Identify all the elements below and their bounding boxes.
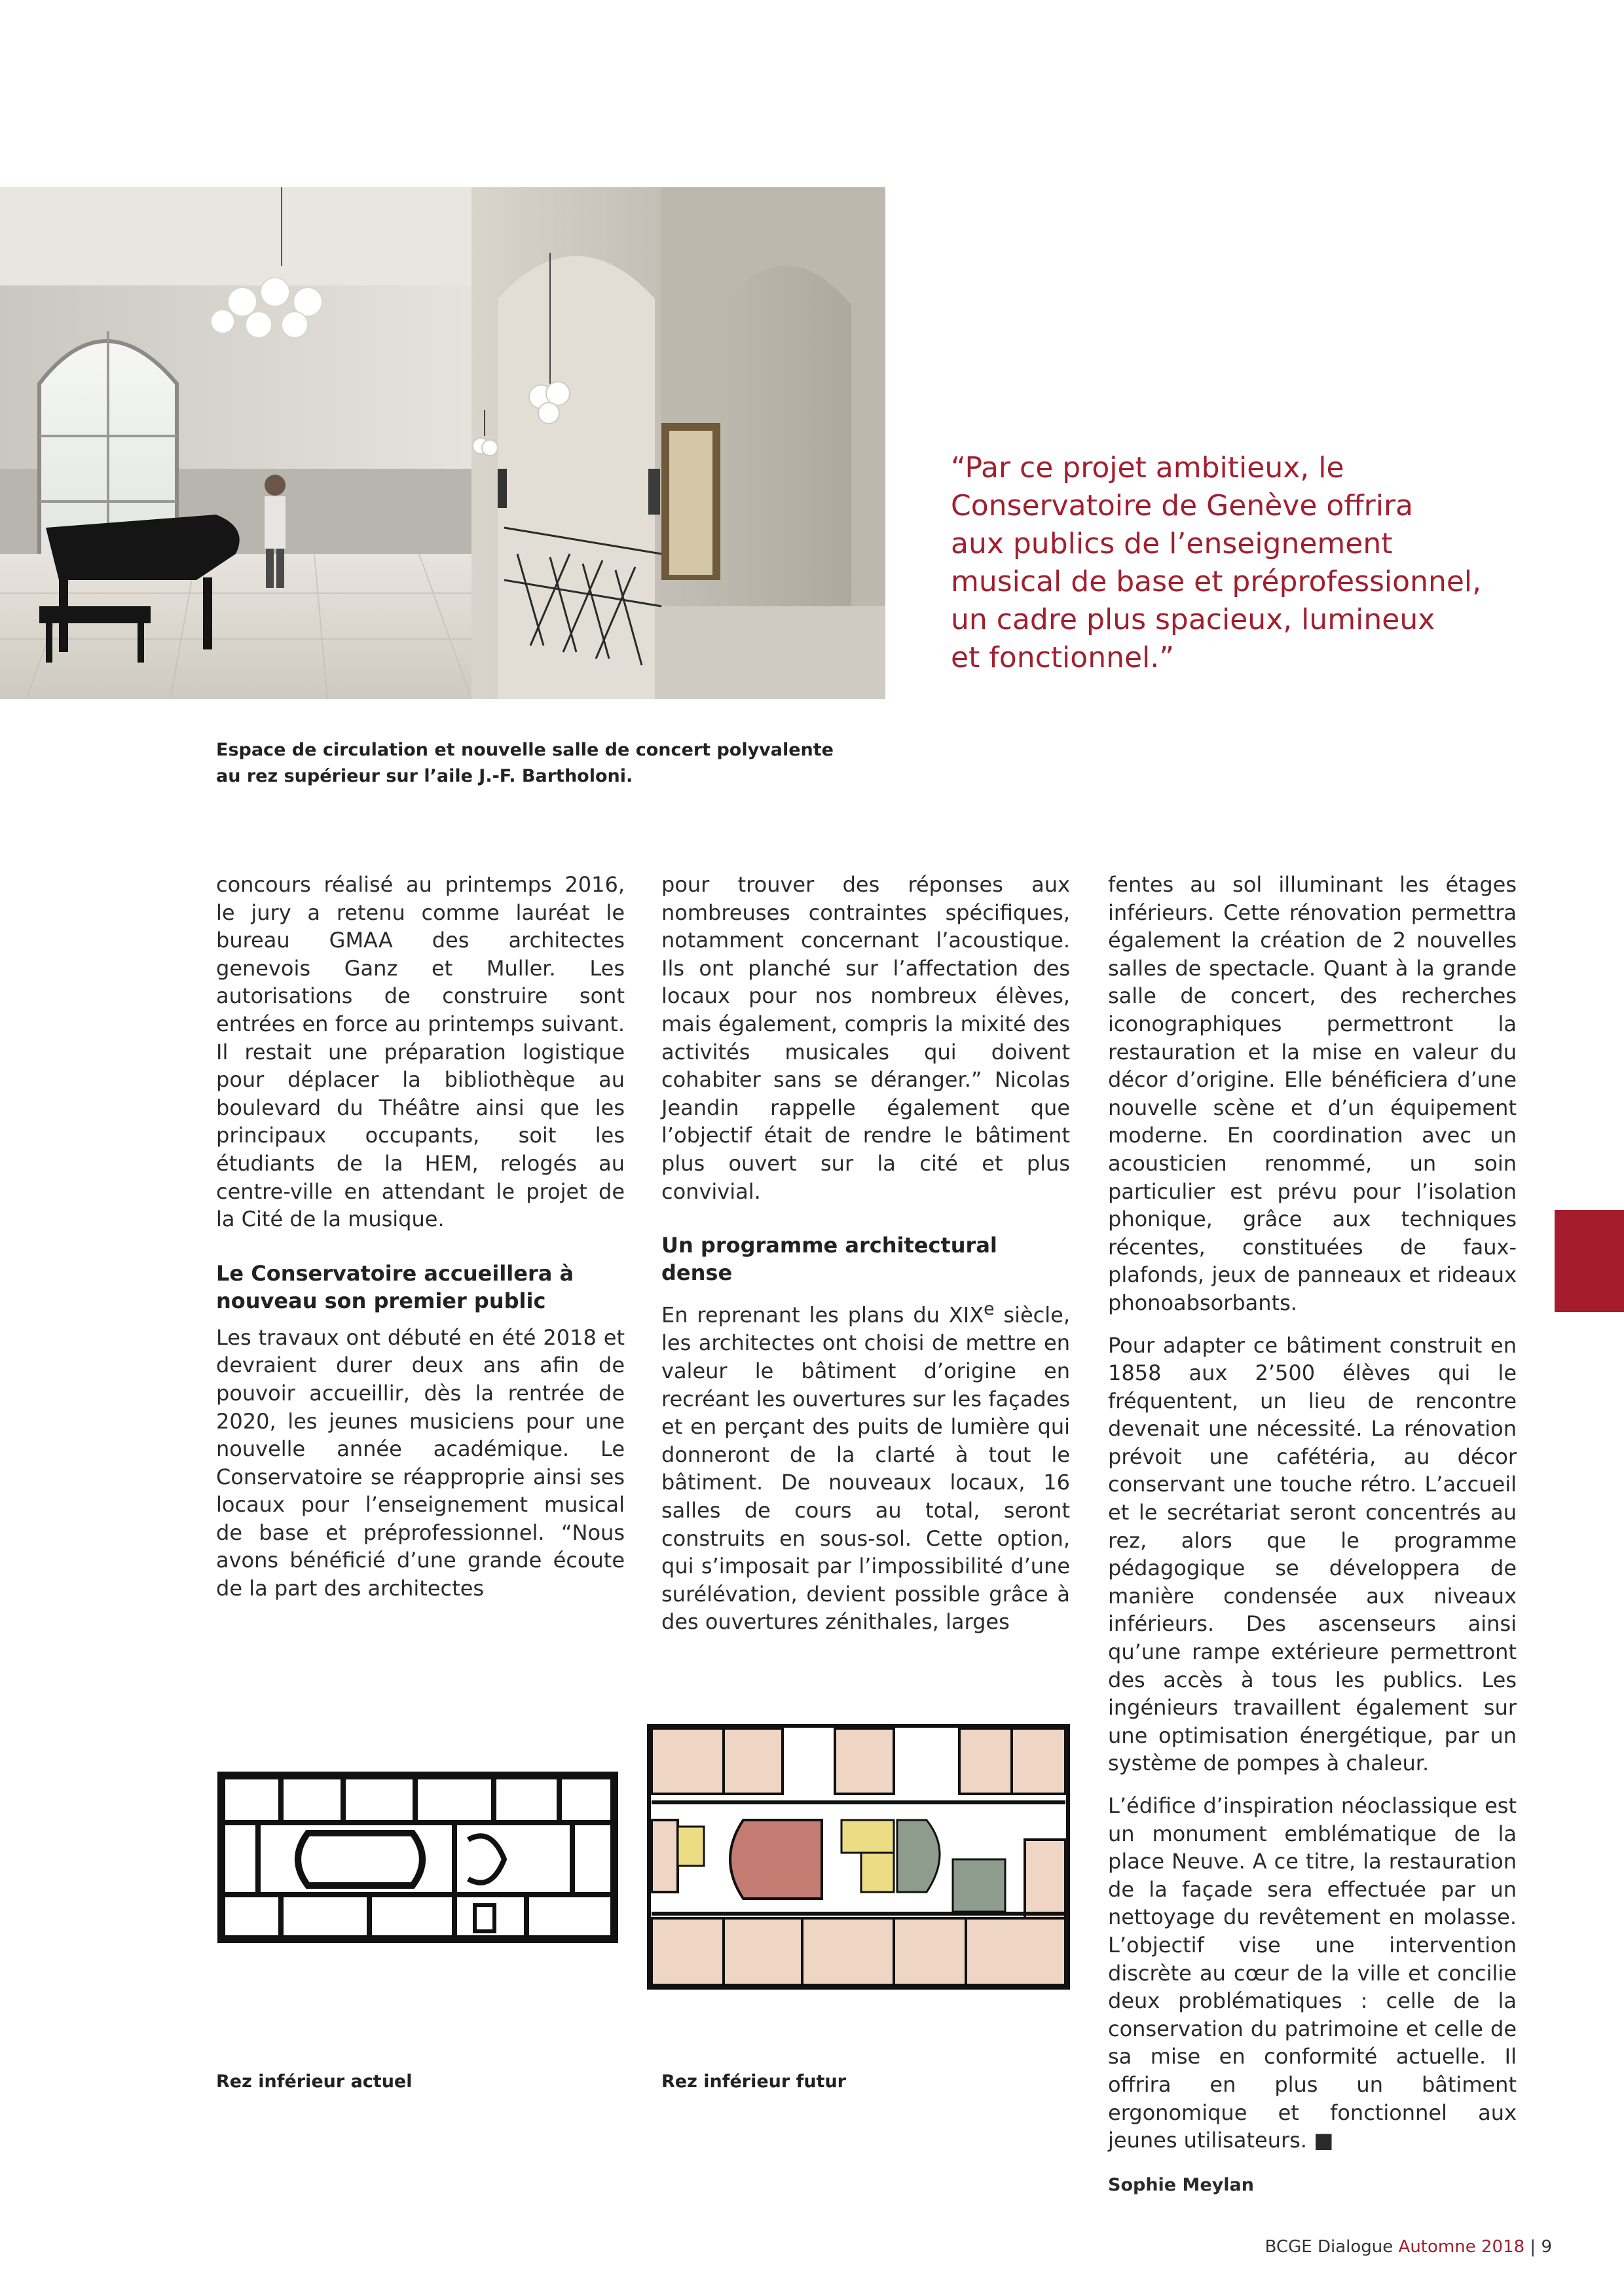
footer-separator: | (1530, 2237, 1536, 2257)
side-color-tab (1555, 1210, 1624, 1312)
footer-season: Automne 2018 (1398, 2237, 1525, 2257)
article-column-2 (661, 871, 1070, 1650)
article-column-1 (216, 871, 625, 1617)
plan-caption-current: Rez inférieur actuel (216, 2071, 413, 2092)
paragraph: L’édifice d’inspiration néoclassique est un monument emblématique de la place Neuve. A ce titre, la restauration de la façade sera effectuée par un nettoyage du revêtement en molasse. L’objectif vise une intervention discrète au cœur de la ville et concilie deux problématiques : celle de la conservation du patrimoine et celle de sa mise en conformité actuelle. Il offrira en plus un bâtiment ergonomique et fonctionnel aux jeunes utilisateurs. ■ (1108, 1793, 1517, 2153)
paragraph: fentes au sol illuminant les étages inférieurs. Cette rénovation permettra également la création de 2 nouvelles salles de spectacle. Quant à la grande salle de concert, des recherches iconographiques permettront la restauration et la mise en valeur du décor d’origine. Elle bénéficiera d’une nouvelle scène et d’un équipement moderne. En coordination avec un acousticien renommé, un soin particulier est prévu pour l’isolation phonique, grâce aux techniques récentes, constituées de faux-plafonds, jeux de panneaux et rideaux phonoabsorbants. (1108, 872, 1517, 1315)
page-footer (1179, 2237, 1552, 2257)
pull-quote: “Par ce projet ambitieux, le Conservatoire de Genève offrira aux publics de l’enseignement musical de base et préprofessionnel, un cadre plus spacieux, lumineux et fonctionnel.” (951, 451, 1482, 674)
author-name: Sophie Meylan (1108, 2174, 1254, 2195)
hero-image (0, 187, 885, 699)
paragraph: Les travaux ont débuté en été 2018 et devraient durer deux ans afin de pouvoir accueillir, dès la rentrée de 2020, les jeunes musiciens pour une nouvelle année académique. Le Conservatoire se réapproprie ainsi ses locaux pour l’enseignement musical de base et préprofessionnel. “Nous avons bénéficié d’une grande écoute de la part des architectes (216, 1324, 625, 1601)
paragraph: pour trouver des réponses aux nombreuses contraintes spécifiques, notamment concernant l’acoustique. Ils ont planché sur l’affectation des locaux pour nos nombreux élèves, mais également, compris la mixité des activités musicales qui doivent cohabiter sans se déranger.” Nicolas Jeandin rappelle également que l’objectif était de rendre le bâtiment plus ouvert sur la cité et plus convivial. (661, 872, 1070, 1204)
paragraph: Pour adapter ce bâtiment construit en 1858 aux 2’500 élèves qui le fréquentent, un lieu de rencontre devenait une nécessité. La rénovation prévoit une cafétéria, au décor conservant une touche rétro. L’accueil et le secrétariat seront concentrés au rez, alors que le programme pédagogique se développera de manière condensée aux niveaux inférieurs. Des ascenseurs ainsi qu’une rampe extérieure permettront des accès à tous les publics. Les ingénieurs travaillent également sur une optimisation énergétique, par un système de pompes à chaleur. (1108, 1332, 1517, 1776)
page-number: 9 (1541, 2237, 1552, 2257)
article-column-3 (1108, 871, 1517, 2214)
floor-plan-future (645, 1722, 1077, 1997)
footer-brand: BCGE Dialogue (1264, 2237, 1393, 2257)
floor-plan-current (216, 1768, 625, 1951)
section-heading: Un programme architectural dense (661, 1233, 997, 1286)
text-run: En reprenant les plans du XIX (661, 1302, 984, 1328)
superscript: e (984, 1299, 995, 1320)
plan-caption-future: Rez inférieur futur (661, 2071, 846, 2092)
section-heading: Le Conservatoire accueillera à nouveau son premier public (216, 1260, 574, 1313)
hero-caption: Espace de circulation et nouvelle salle de concert polyvalente au rez supérieur sur l’aile J.-F. Bartholoni. (216, 740, 834, 786)
text-run: siècle, les architectes ont choisi de mettre en valeur le bâtiment d’origine en recréant les ouvertures sur les façades et en perçant des puits de lumière qui donneront de la clarté à tout le bâtiment. De nouveaux locaux, 16 salles de cours au total, seront construits en sous-sol. Cette option, qui s’imposait par l’impossibilité d’une surélévation, devient possible grâce à des ouvertures zénithales, larges (661, 1302, 1071, 1635)
paragraph: concours réalisé au printemps 2016, le jury a retenu comme lauréat le bureau GMAA des architectes genevois Ganz et Muller. Les autorisations de construire sont entrées en force au printemps suivant. Il restait une préparation logistique pour déplacer la bibliothèque au boulevard du Théâtre ainsi que les principaux occupants, soit les étudiants de la HEM, relogés au centre-ville en attendant le projet de la Cité de la musique. (216, 872, 625, 1232)
paragraph (661, 1296, 1070, 1636)
